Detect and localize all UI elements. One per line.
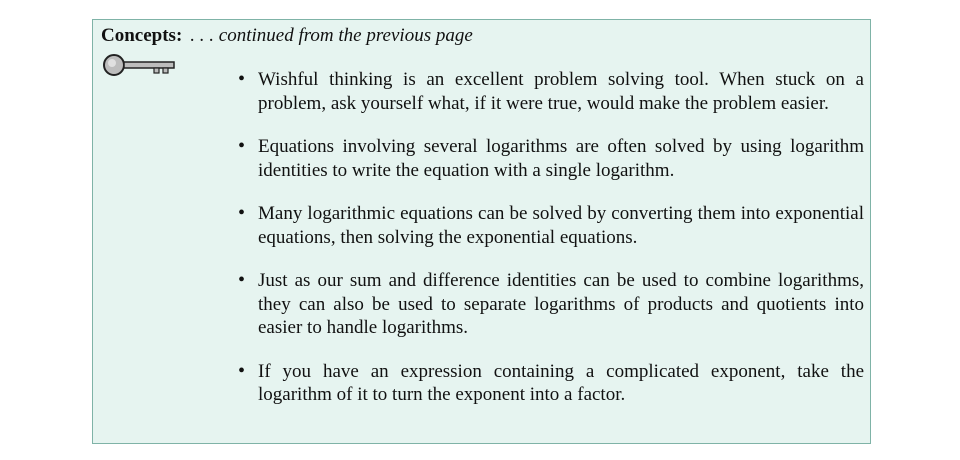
concepts-list xyxy=(238,68,864,427)
list-item: • Many logarithmic equations can be solved by converting them into exponential equations, then solving the exponential equations. xyxy=(238,202,864,249)
concepts-header xyxy=(101,25,473,47)
concepts-box xyxy=(92,19,871,444)
list-item: • Wishful thinking is an excellent problem solving tool. When stuck on a problem, ask yourself what, if it were true, would make the problem easier. xyxy=(238,68,864,115)
continued-note: . . . continued from the previous page xyxy=(190,25,473,46)
key-icon xyxy=(102,53,178,77)
list-item: • Equations involving several logarithms are often solved by using logarithm identities to write the equation with a single logarithm. xyxy=(238,135,864,182)
list-item: • If you have an expression containing a complicated exponent, take the logarithm of it to turn the exponent into a factor. xyxy=(238,360,864,407)
concepts-label: Concepts: xyxy=(101,25,183,46)
list-item: • Just as our sum and difference identities can be used to combine logarithms, they can also be used to separate logarithms of products and quotients into easier to handle logarithms. xyxy=(238,269,864,340)
